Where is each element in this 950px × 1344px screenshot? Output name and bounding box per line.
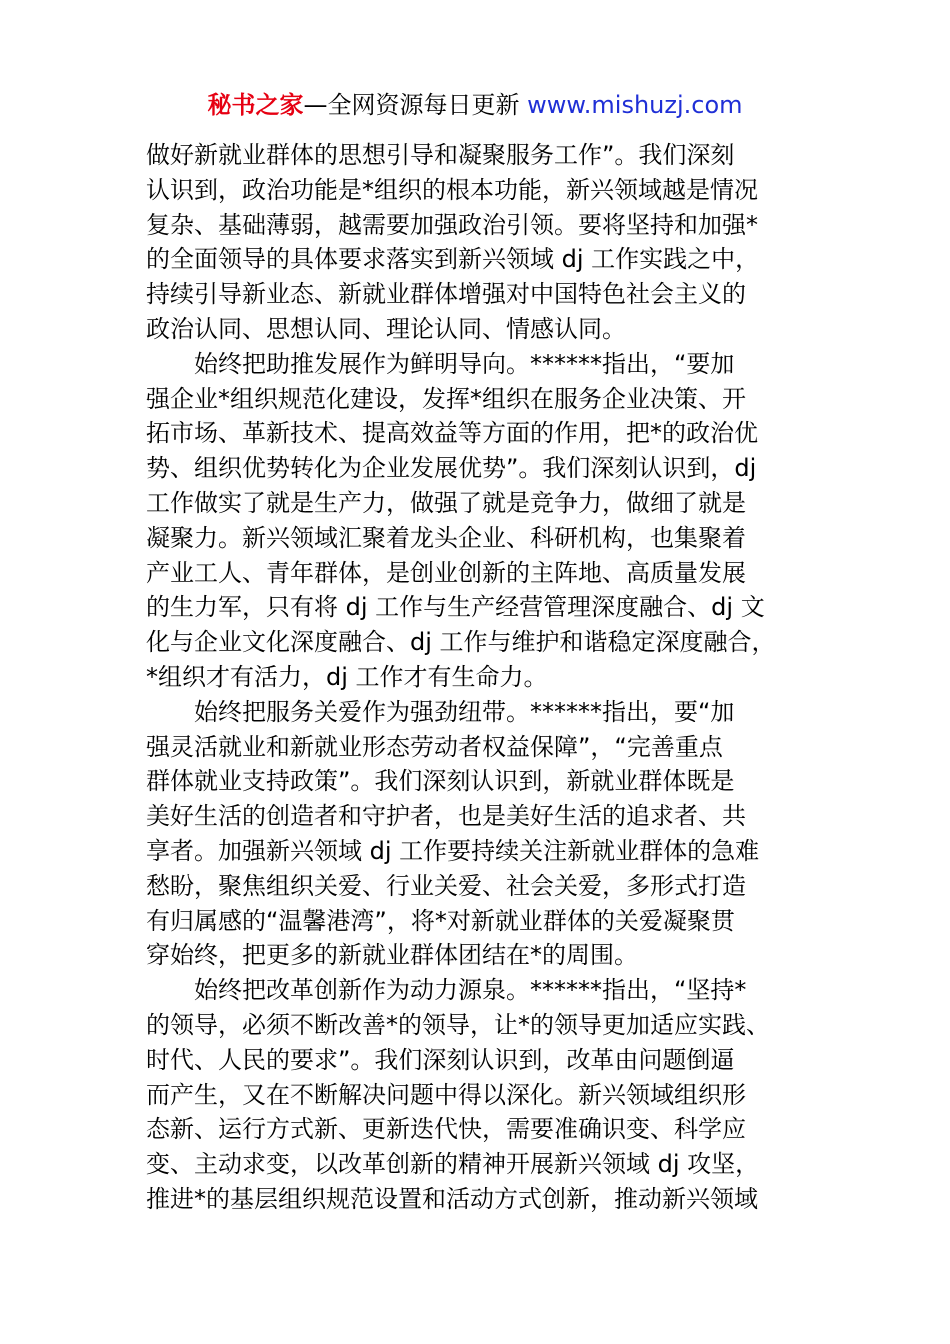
- text-line: 时代、人民的要求”。我们深刻认识到，改革由问题倒逼: [146, 1045, 735, 1074]
- text-line: 工作做实了就是生产力，做强了就是竞争力，做细了就是: [146, 488, 746, 517]
- document-body: [146, 138, 836, 1217]
- text-line: 强企业*组织规范化建设，发挥*组织在服务企业决策、开: [146, 384, 746, 413]
- text-line: 强灵活就业和新就业形态劳动者权益保障”，“完善重点: [146, 732, 723, 761]
- text-line: 政治认同、思想认同、理论认同、情感认同。: [146, 314, 626, 343]
- text-line: 化与企业文化深度融合、dj 工作与维护和谐稳定深度融合，: [146, 628, 776, 657]
- text-line: 态新、运行方式新、更新迭代快，需要准确识变、科学应: [146, 1115, 746, 1144]
- text-line: *组织才有活力，dj 工作才有生命力。: [146, 662, 548, 691]
- text-line: 享者。加强新兴领域 dj 工作要持续关注新就业群体的急难: [146, 836, 760, 865]
- text-line: 的领导，必须不断改善*的领导，让*的领导更加适应实践、: [146, 1010, 770, 1039]
- text-line: 做好新就业群体的思想引导和凝聚服务工作”。我们深刻: [146, 141, 735, 169]
- text-line: 美好生活的创造者和守护者，也是美好生活的追求者、共: [146, 802, 746, 831]
- text-line: 凝聚力。新兴领域汇聚着龙头企业、科研机构，也集聚着: [146, 523, 746, 552]
- text-line: 复杂、基础薄弱，越需要加强政治引领。要将坚持和加强*: [146, 210, 758, 239]
- header-tagline: —全网资源每日更新: [303, 91, 520, 119]
- site-header: [0, 88, 950, 122]
- text-line: 穿始终，把更多的新就业群体团结在*的周围。: [146, 941, 638, 970]
- paragraph-first-line: 始终把改革创新作为动力源泉。******指出，“坚持*: [194, 976, 747, 1005]
- text-line: 而产生，又在不断解决问题中得以深化。新兴领域组织形: [146, 1080, 746, 1109]
- text-line: 认识到，政治功能是*组织的根本功能，新兴领域越是情况: [146, 175, 758, 204]
- text-line: 的全面领导的具体要求落实到新兴领域 dj 工作实践之中，: [146, 245, 760, 274]
- brand-name: 秘书之家: [207, 91, 304, 119]
- site-url-link[interactable]: www.mishuzj.com: [527, 91, 743, 119]
- text-line: 群体就业支持政策”。我们深刻认识到，新就业群体既是: [146, 767, 735, 796]
- text-line: 持续引导新业态、新就业群体增强对中国特色社会主义的: [146, 280, 746, 309]
- text-line: 的生力军，只有将 dj 工作与生产经营管理深度融合、dj 文: [146, 593, 765, 622]
- text-line: 推进*的基层组织规范设置和活动方式创新，推动新兴领域: [146, 1184, 758, 1213]
- paragraph-first-line: 始终把助推发展作为鲜明导向。******指出，“要加: [194, 349, 735, 378]
- text-line: 势、组织优势转化为企业发展优势”。我们深刻认识到，dj: [146, 454, 757, 483]
- paragraph-first-line: 始终把服务关爱作为强劲纽带。******指出，要“加: [194, 697, 735, 726]
- text-line: 产业工人、青年群体，是创业创新的主阵地、高质量发展: [146, 558, 746, 587]
- text-line: 愁盼，聚焦组织关爱、行业关爱、社会关爱，多形式打造: [146, 871, 746, 900]
- text-line: 变、主动求变，以改革创新的精神开展新兴领域 dj 攻坚，: [146, 1150, 760, 1179]
- text-line: 有归属感的“温馨港湾”，将*对新就业群体的关爱凝聚贯: [146, 906, 735, 935]
- text-line: 拓市场、革新技术、提高效益等方面的作用，把*的政治优: [146, 419, 758, 448]
